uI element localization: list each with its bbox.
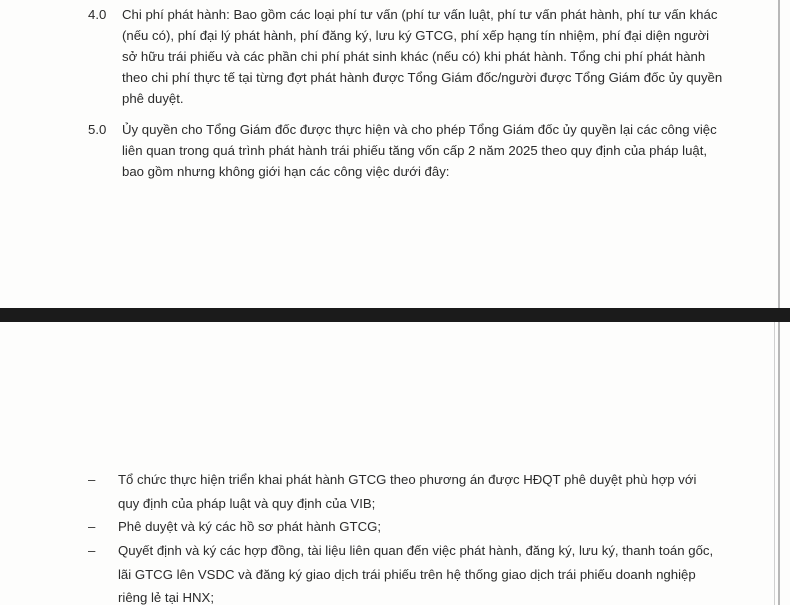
clause-line: liên quan trong quá trình phát hành trái phiếu tăng vốn cấp 2 năm 2025 theo quy định của pháp luật, (122, 143, 708, 158)
bullet-marker: – (88, 472, 96, 487)
bullet-line: Quyết định và ký các hợp đồng, tài liệu liên quan đến việc phát hành, đăng ký, lưu ký, thanh toán gốc, (118, 543, 714, 558)
page-separator (0, 308, 790, 322)
bullet-text (118, 468, 773, 515)
clause-line: Chi phí phát hành: Bao gồm các loại phí tư vấn (phí tư vấn luật, phí tư vấn phát hành, phí tư vấn khác (122, 7, 718, 22)
bullet-text (118, 539, 773, 605)
page-edge-inner (774, 322, 775, 605)
clause-line: Ủy quyền cho Tổng Giám đốc được thực hiện và cho phép Tổng Giám đốc ủy quyền lại các công việc (122, 122, 717, 137)
bullet-line: quy định của pháp luật và quy định của VIB; (118, 495, 376, 511)
document-page-bottom (0, 322, 790, 605)
clause-text (122, 4, 764, 109)
clause-number: 4.0 (88, 7, 107, 22)
bullet-marker: – (88, 543, 96, 558)
clause-line: phê duyệt. (122, 91, 184, 106)
bullet-marker: – (88, 519, 96, 534)
page-edge (778, 0, 780, 308)
clause-line: sở hữu trái phiếu và các phần chi phí phát sinh khác (nếu có) khi phát hành. Tổng chi phí phát hành (122, 49, 706, 64)
bullet-line: Tổ chức thực hiện triển khai phát hành GTCG theo phương án được HĐQT phê duyệt phù hợp với (118, 472, 697, 487)
bullet-line: lãi GTCG lên VSDC và đăng ký giao dịch trái phiếu trên hệ thống giao dịch trái phiếu doanh nghiệp (118, 566, 696, 582)
page-edge (778, 322, 780, 605)
bullet-line: riêng lẻ tại HNX; (118, 590, 215, 605)
bullet-text (118, 515, 773, 539)
clause-number: 5.0 (88, 122, 107, 137)
clause-line: bao gồm nhưng không giới hạn các công việc dưới đây: (122, 164, 450, 179)
clause-line: theo chi phí thực tế tại từng đợt phát hành được Tổng Giám đốc/người được Tổng Giám đốc ủy quyền (122, 70, 723, 85)
bullet-line: Phê duyệt và ký các hồ sơ phát hành GTCG; (118, 519, 382, 534)
clause-text (122, 119, 764, 182)
clause-line: (nếu có), phí đại lý phát hành, phí đăng ký, lưu ký GTCG, phí xếp hạng tín nhiệm, phí đại diện người (122, 28, 710, 43)
